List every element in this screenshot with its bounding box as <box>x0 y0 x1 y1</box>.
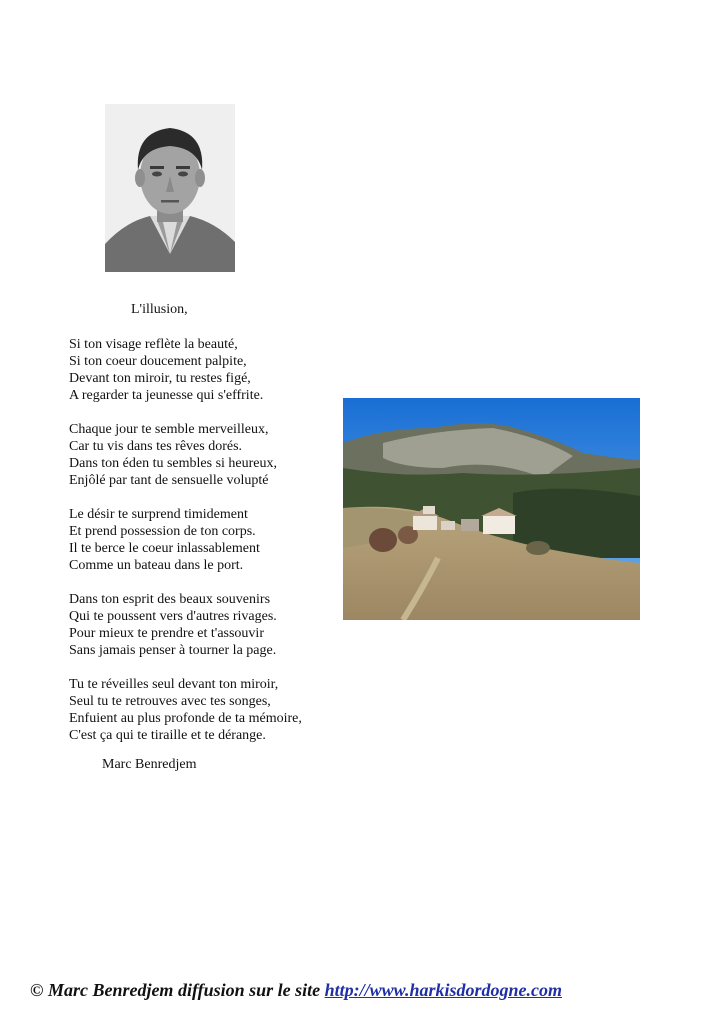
poem-line: Si ton visage reflète la beauté, <box>69 337 238 352</box>
poem-stanza <box>69 421 302 489</box>
poem-line: Pour mieux te prendre et t'assouvir <box>69 626 264 641</box>
poem-line: Le désir te surprend timidement <box>69 507 248 522</box>
poem-stanza <box>69 336 302 404</box>
poem-line: Et prend possession de ton corps. <box>69 524 256 539</box>
poem-author: Marc Benredjem <box>102 757 197 772</box>
landscape-photo <box>343 398 640 620</box>
poem-line: Il te berce le coeur inlassablement <box>69 541 260 556</box>
footer-credit <box>30 980 710 1001</box>
poem-line: Chaque jour te semble merveilleux, <box>69 422 269 437</box>
poem-line: Dans ton éden tu sembles si heureux, <box>69 456 278 471</box>
footer-text: © Marc Benredjem diffusion sur le site <box>30 980 321 1000</box>
poem-line: A regarder ta jeunesse qui s'effrite. <box>69 388 264 403</box>
poem-line: Enjôlé par tant de sensuelle volupté <box>69 473 269 488</box>
poem-line: Car tu vis dans tes rêves dorés. <box>69 439 243 454</box>
poem-line: C'est ça qui te tiraille et te dérange. <box>69 728 266 743</box>
poem-line: Qui te poussent vers d'autres rivages. <box>69 609 277 624</box>
poem-stanza <box>69 506 302 574</box>
poem-line: Seul tu te retrouves avec tes songes, <box>69 694 271 709</box>
poem-line: Enfuient au plus profonde de ta mémoire, <box>69 711 302 726</box>
poem-line: Si ton coeur doucement palpite, <box>69 354 247 369</box>
author-portrait-photo <box>105 104 235 272</box>
poem-line: Devant ton miroir, tu restes figé, <box>69 371 251 386</box>
poem-line: Dans ton esprit des beaux souvenirs <box>69 592 271 607</box>
poem-line: Sans jamais penser à tourner la page. <box>69 643 277 658</box>
poem-stanza <box>69 676 302 744</box>
poem-body <box>69 336 302 761</box>
poem-title: L'illusion, <box>131 302 188 317</box>
footer-website-link[interactable]: http://www.harkisdordogne.com <box>324 980 563 1000</box>
poem-line: Comme un bateau dans le port. <box>69 558 244 573</box>
poem-stanza <box>69 591 302 659</box>
poem-line: Tu te réveilles seul devant ton miroir, <box>69 677 279 692</box>
